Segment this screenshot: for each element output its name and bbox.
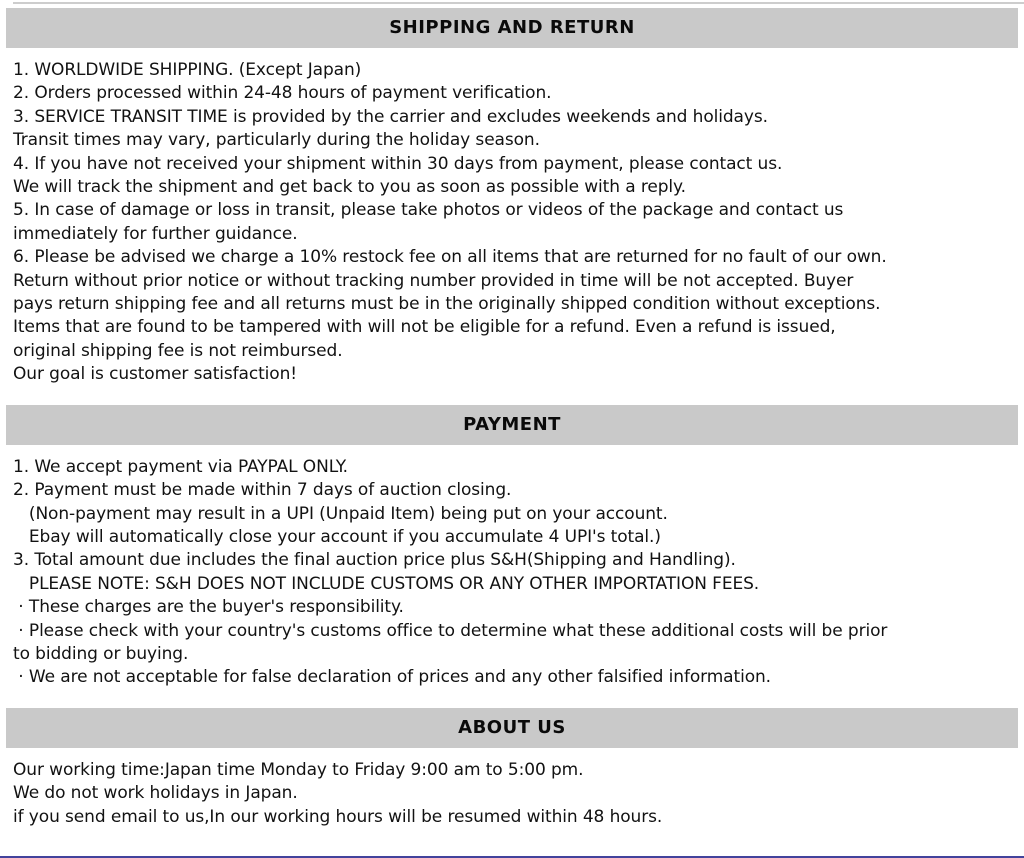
policy-line: 2. Payment must be made within 7 days of auction closing.	[13, 480, 512, 501]
policy-line: 2. Orders processed within 24-48 hours of payment verification.	[13, 83, 552, 104]
section-title: ABOUT US	[458, 716, 566, 738]
section-header-shipping-and-return	[6, 8, 1018, 48]
section-body-payment	[0, 445, 1024, 704]
policy-line: Our working time:Japan time Monday to Friday 9:00 am to 5:00 pm.	[13, 759, 584, 780]
policy-line: · These charges are the buyer's responsibility.	[13, 597, 404, 618]
policy-line: Return without prior notice or without tracking number provided in time will be not accepted. Buyer	[13, 270, 854, 291]
policy-line: Transit times may vary, particularly during the holiday season.	[13, 130, 540, 151]
section-shipping-and-return	[0, 8, 1024, 401]
policy-line: Items that are found to be tampered with will not be eligible for a refund. Even a refund is issued,	[13, 317, 836, 338]
policy-line: to bidding or buying.	[13, 643, 189, 664]
section-header-payment	[6, 405, 1018, 445]
policy-line: (Non-payment may result in a UPI (Unpaid Item) being put on your account.	[13, 503, 668, 524]
section-about-us	[0, 708, 1024, 843]
section-payment	[0, 405, 1024, 704]
policy-line: 3. SERVICE TRANSIT TIME is provided by the carrier and excludes weekends and holidays.	[13, 106, 768, 127]
policy-line: 3. Total amount due includes the final auction price plus S&H(Shipping and Handling).	[13, 550, 736, 571]
seller-policy-page	[0, 2, 1024, 844]
section-body-about-us	[0, 748, 1024, 843]
policy-line: original shipping fee is not reimbursed.	[13, 340, 343, 361]
policy-line: pays return shipping fee and all returns must be in the originally shipped condition without exceptions.	[13, 294, 881, 315]
policy-line: immediately for further guidance.	[13, 223, 298, 244]
policy-line: 5. In case of damage or loss in transit, please take photos or videos of the package and contact us	[13, 200, 844, 221]
policy-line: PLEASE NOTE: S&H DOES NOT INCLUDE CUSTOMS OR ANY OTHER IMPORTATION FEES.	[13, 573, 760, 594]
section-header-about-us	[6, 708, 1018, 748]
policy-line: 6. Please be advised we charge a 10% restock fee on all items that are returned for no fault of our own.	[13, 247, 887, 268]
policy-line: · Please check with your country's customs office to determine what these additional costs will be prior	[13, 620, 888, 641]
policy-line: 1. WORLDWIDE SHIPPING. (Except Japan)	[13, 60, 362, 80]
policy-line: if you send email to us,In our working hours will be resumed within 48 hours.	[13, 806, 663, 827]
policy-line: We do not work holidays in Japan.	[13, 783, 298, 804]
policy-line: Our goal is customer satisfaction!	[13, 364, 297, 385]
section-title: SHIPPING AND RETURN	[389, 17, 635, 38]
section-body-shipping-and-return	[0, 48, 1024, 401]
policy-line: Ebay will automatically close your account if you accumulate 4 UPI's total.)	[13, 526, 661, 547]
policy-line: 4. If you have not received your shipment within 30 days from payment, please contact us.	[13, 153, 783, 174]
section-title: PAYMENT	[463, 413, 561, 435]
policy-line: We will track the shipment and get back to you as soon as possible with a reply.	[13, 177, 686, 198]
policy-line: 1. We accept payment via PAYPAL ONLY.	[13, 456, 348, 477]
policy-line: · We are not acceptable for false declaration of prices and any other falsified information.	[13, 667, 771, 688]
top-divider	[13, 2, 1024, 4]
